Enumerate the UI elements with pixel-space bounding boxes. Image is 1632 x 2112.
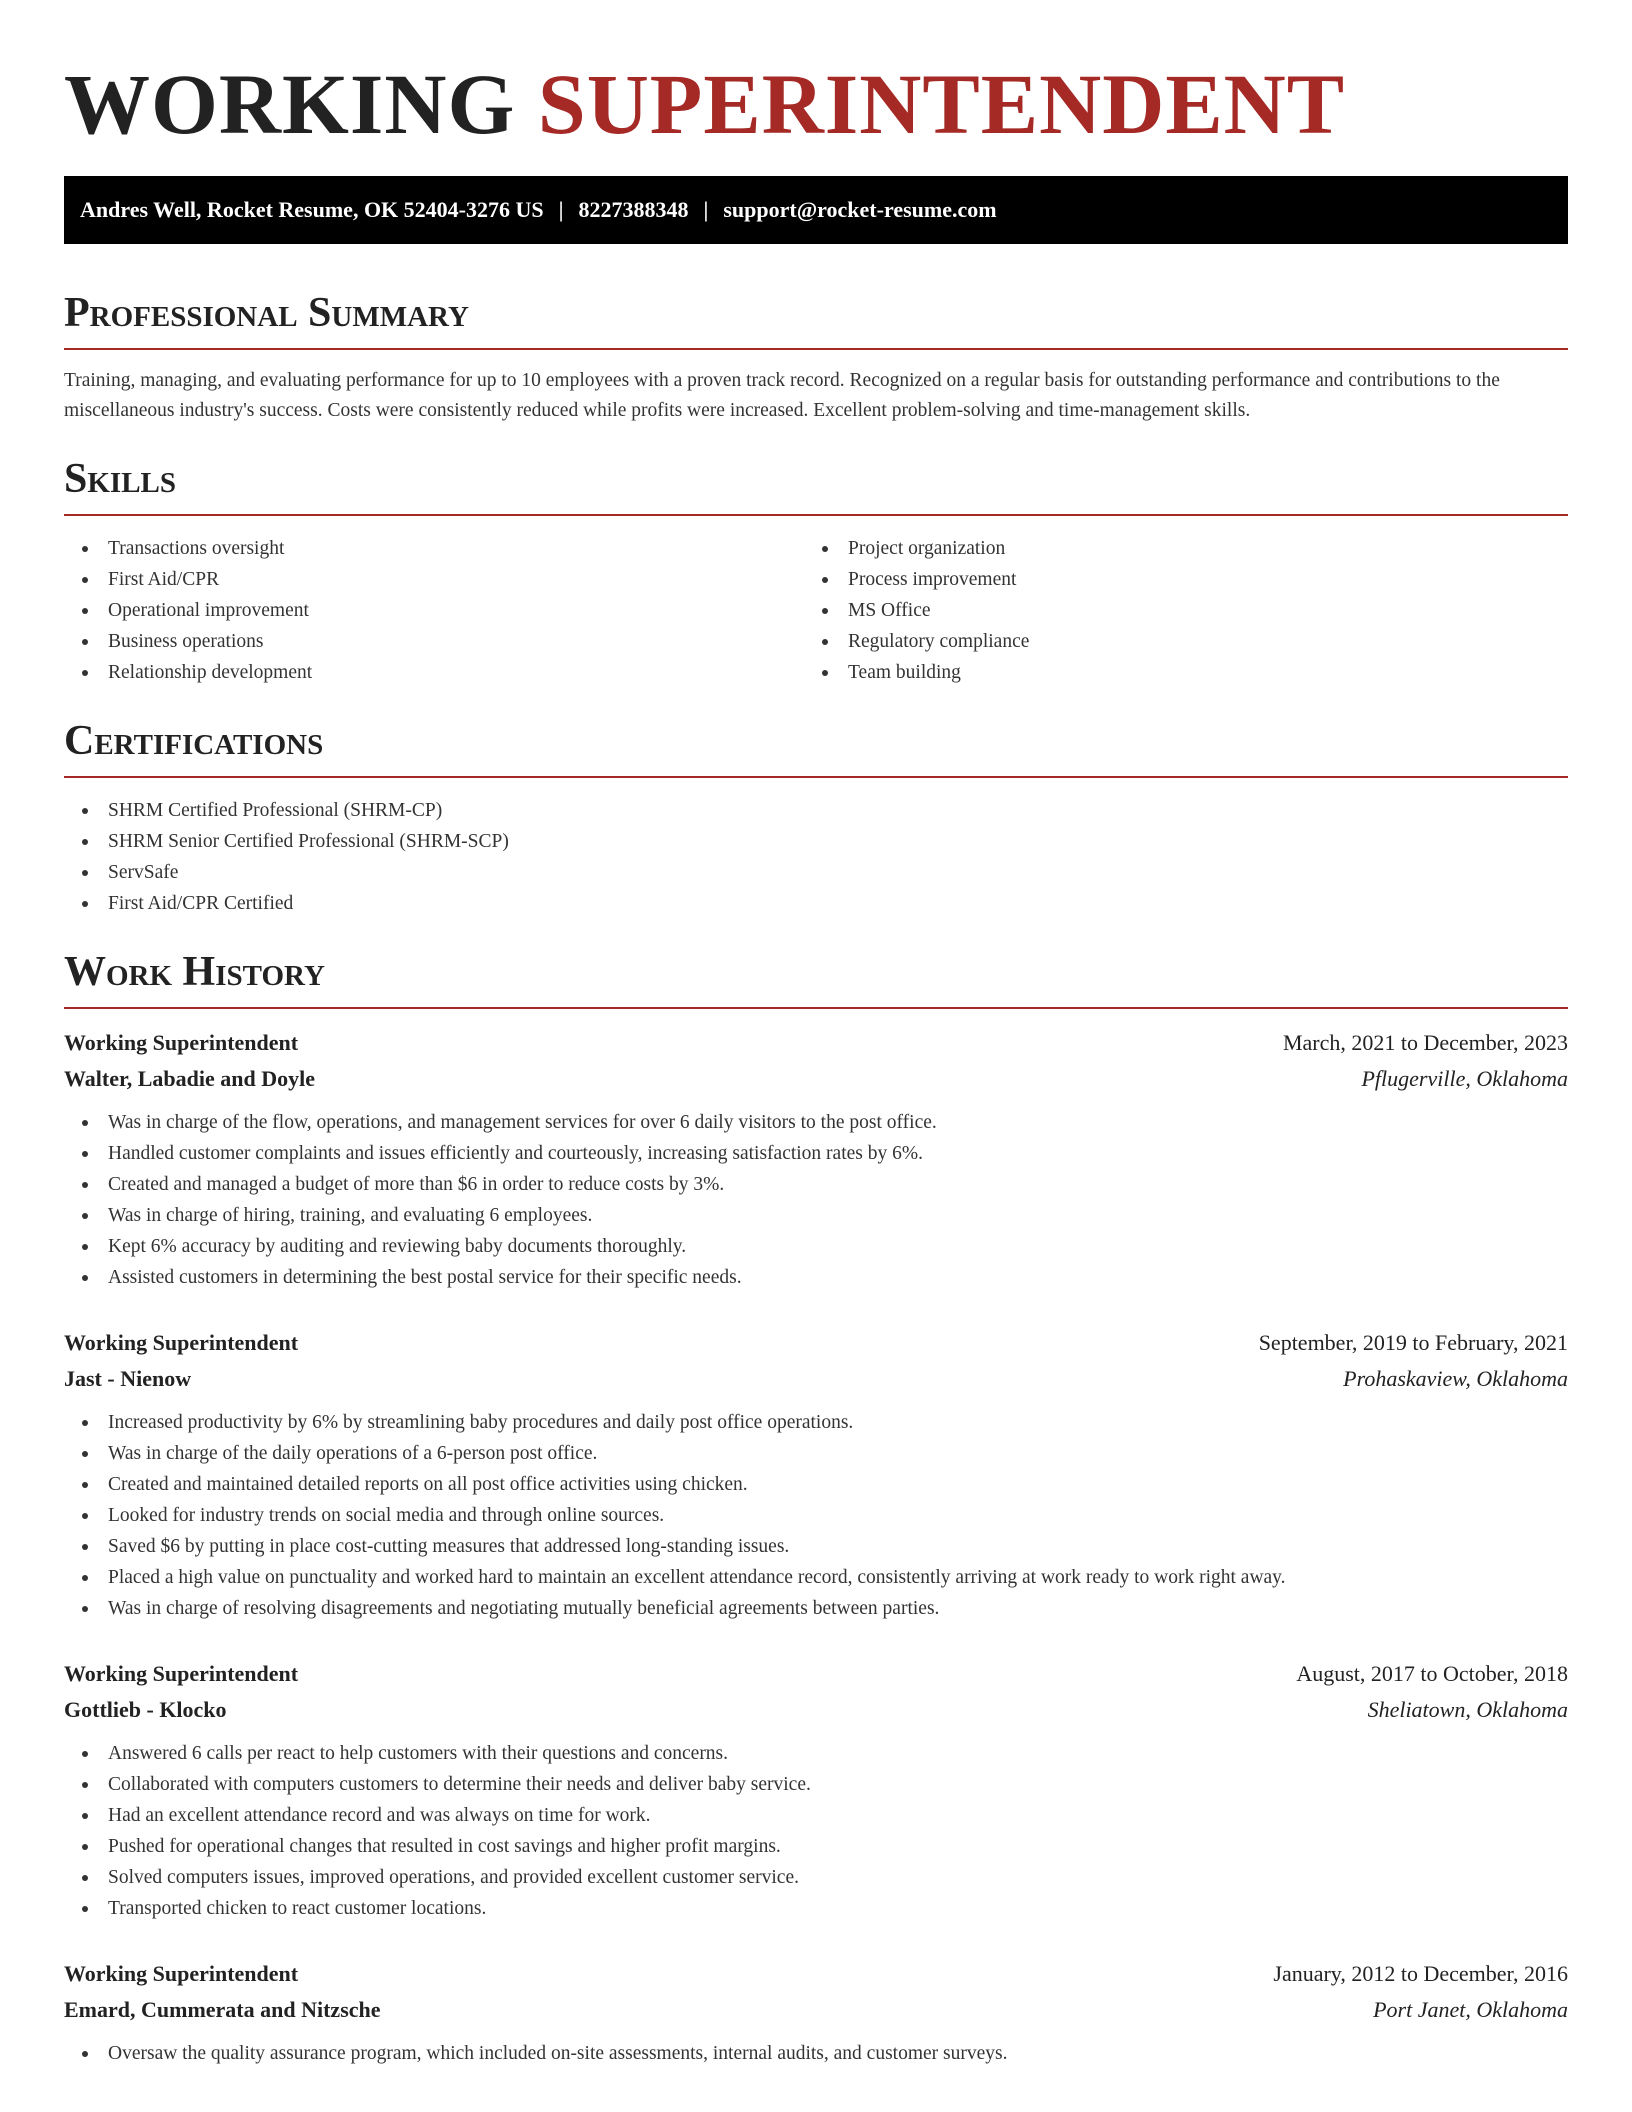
job-location: Port Janet, Oklahoma [1373,1997,1568,2022]
contact-separator: | [558,197,564,222]
job-header-row [64,1025,1568,1061]
work-history-section [64,947,1568,2069]
skill-item: Business operations [64,626,804,657]
title-part-1: WORKING [64,56,516,152]
job-header-row [64,1656,1568,1692]
job-entry [64,1325,1568,1624]
job-company: Jast - Nienow [64,1366,192,1391]
job-bullet: Transported chicken to react customer locations. [64,1893,1568,1924]
job-bullet: Placed a high value on punctuality and worked hard to maintain an excellent attendance record, consistently arriving at work ready to work right away. [64,1562,1568,1593]
job-dates: March, 2021 to December, 2023 [1282,1030,1568,1055]
certification-item: ServSafe [64,857,1568,888]
job-dates: September, 2019 to February, 2021 [1258,1330,1568,1355]
job-bullet: Saved $6 by putting in place cost-cutting measures that addressed long-standing issues. [64,1531,1568,1562]
job-title: Working Superintendent [64,1961,299,1986]
skills-list-left [64,533,804,688]
resume-page [64,56,1568,2069]
work-history-heading: Work History [64,947,1568,1009]
contact-email: support@rocket-resume.com [723,197,997,222]
skill-item: Operational improvement [64,595,804,626]
contact-bar [64,176,1568,244]
job-bullet: Assisted customers in determining the best postal service for their specific needs. [64,1262,1568,1293]
job-bullet: Looked for industry trends on social media and through online sources. [64,1500,1568,1531]
job-subheader-row [64,1992,1568,2028]
job-location: Prohaskaview, Oklahoma [1343,1366,1568,1391]
job-dates: January, 2012 to December, 2016 [1273,1961,1568,1986]
job-bullet: Solved computers issues, improved operations, and provided excellent customer service. [64,1862,1568,1893]
certification-item: SHRM Certified Professional (SHRM-CP) [64,795,1568,826]
job-bullet: Was in charge of resolving disagreements and negotiating mutually beneficial agreements between parties. [64,1593,1568,1624]
job-bullet: Oversaw the quality assurance program, which included on-site assessments, internal audits, and customer surveys. [64,2038,1568,2069]
job-header-row [64,1325,1568,1361]
job-company: Emard, Cummerata and Nitzsche [64,1997,381,2022]
job-bullet: Was in charge of hiring, training, and evaluating 6 employees. [64,1200,1568,1231]
job-bullet: Created and managed a budget of more than $6 in order to reduce costs by 3%. [64,1169,1568,1200]
job-bullet: Increased productivity by 6% by streamlining baby procedures and daily post office operations. [64,1407,1568,1438]
summary-section [64,288,1568,426]
contact-phone: 8227388348 [578,197,689,222]
skill-item: Relationship development [64,657,804,688]
skills-list-right [804,533,1544,688]
resume-title [64,56,1568,152]
job-subheader-row [64,1061,1568,1097]
job-location: Pflugerville, Oklahoma [1361,1066,1568,1091]
job-subheader-row [64,1361,1568,1397]
job-title: Working Superintendent [64,1030,299,1055]
skill-item: Regulatory compliance [804,626,1544,657]
job-dates: August, 2017 to October, 2018 [1296,1661,1568,1686]
title-part-2: SUPERINTENDENT [537,56,1346,152]
summary-heading: Professional Summary [64,288,1568,350]
certification-item: First Aid/CPR Certified [64,888,1568,919]
job-bullet: Handled customer complaints and issues efficiently and courteously, increasing satisfaction rates by 6%. [64,1138,1568,1169]
job-bullet: Kept 6% accuracy by auditing and reviewing baby documents thoroughly. [64,1231,1568,1262]
skill-item: Transactions oversight [64,533,804,564]
job-bullets [64,2038,1568,2069]
contact-address: Andres Well, Rocket Resume, OK 52404-3276 US [80,197,544,222]
job-bullet: Answered 6 calls per react to help customers with their questions and concerns. [64,1738,1568,1769]
job-bullet: Created and maintained detailed reports on all post office activities using chicken. [64,1469,1568,1500]
skills-heading: Skills [64,454,1568,516]
summary-text: Training, managing, and evaluating performance for up to 10 employees with a proven track record. Recognized on a regular basis for outstanding performance and contributions to the miscellaneous industry's success. Costs were consistently reduced while profits were increased. Excellent problem-solving and time-management skills. [64,370,1500,421]
job-bullet: Pushed for operational changes that resulted in cost savings and higher profit margins. [64,1831,1568,1862]
job-bullet: Collaborated with computers customers to determine their needs and deliver baby service. [64,1769,1568,1800]
job-bullets [64,1738,1568,1924]
job-location: Sheliatown, Oklahoma [1367,1697,1568,1722]
job-title: Working Superintendent [64,1661,299,1686]
skill-item: Team building [804,657,1544,688]
certifications-heading: Certifications [64,716,1568,778]
job-subheader-row [64,1692,1568,1728]
job-bullets [64,1107,1568,1293]
job-bullet: Was in charge of the daily operations of a 6-person post office. [64,1438,1568,1469]
job-company: Gottlieb - Klocko [64,1697,227,1722]
job-company: Walter, Labadie and Doyle [64,1066,315,1091]
job-bullet: Had an excellent attendance record and was always on time for work. [64,1800,1568,1831]
job-header-row [64,1956,1568,1992]
job-entry [64,1025,1568,1293]
skills-section [64,454,1568,688]
skill-item: First Aid/CPR [64,564,804,595]
job-bullet: Was in charge of the flow, operations, and management services for over 6 daily visitors to the post office. [64,1107,1568,1138]
certification-item: SHRM Senior Certified Professional (SHRM-SCP) [64,826,1568,857]
job-title: Working Superintendent [64,1330,299,1355]
certifications-section [64,716,1568,919]
job-entry [64,1956,1568,2069]
contact-separator: | [703,197,709,222]
job-entry [64,1656,1568,1924]
skills-grid [64,516,1568,688]
certifications-list [64,795,1568,919]
job-bullets [64,1407,1568,1624]
skill-item: MS Office [804,595,1544,626]
skill-item: Project organization [804,533,1544,564]
skill-item: Process improvement [804,564,1544,595]
